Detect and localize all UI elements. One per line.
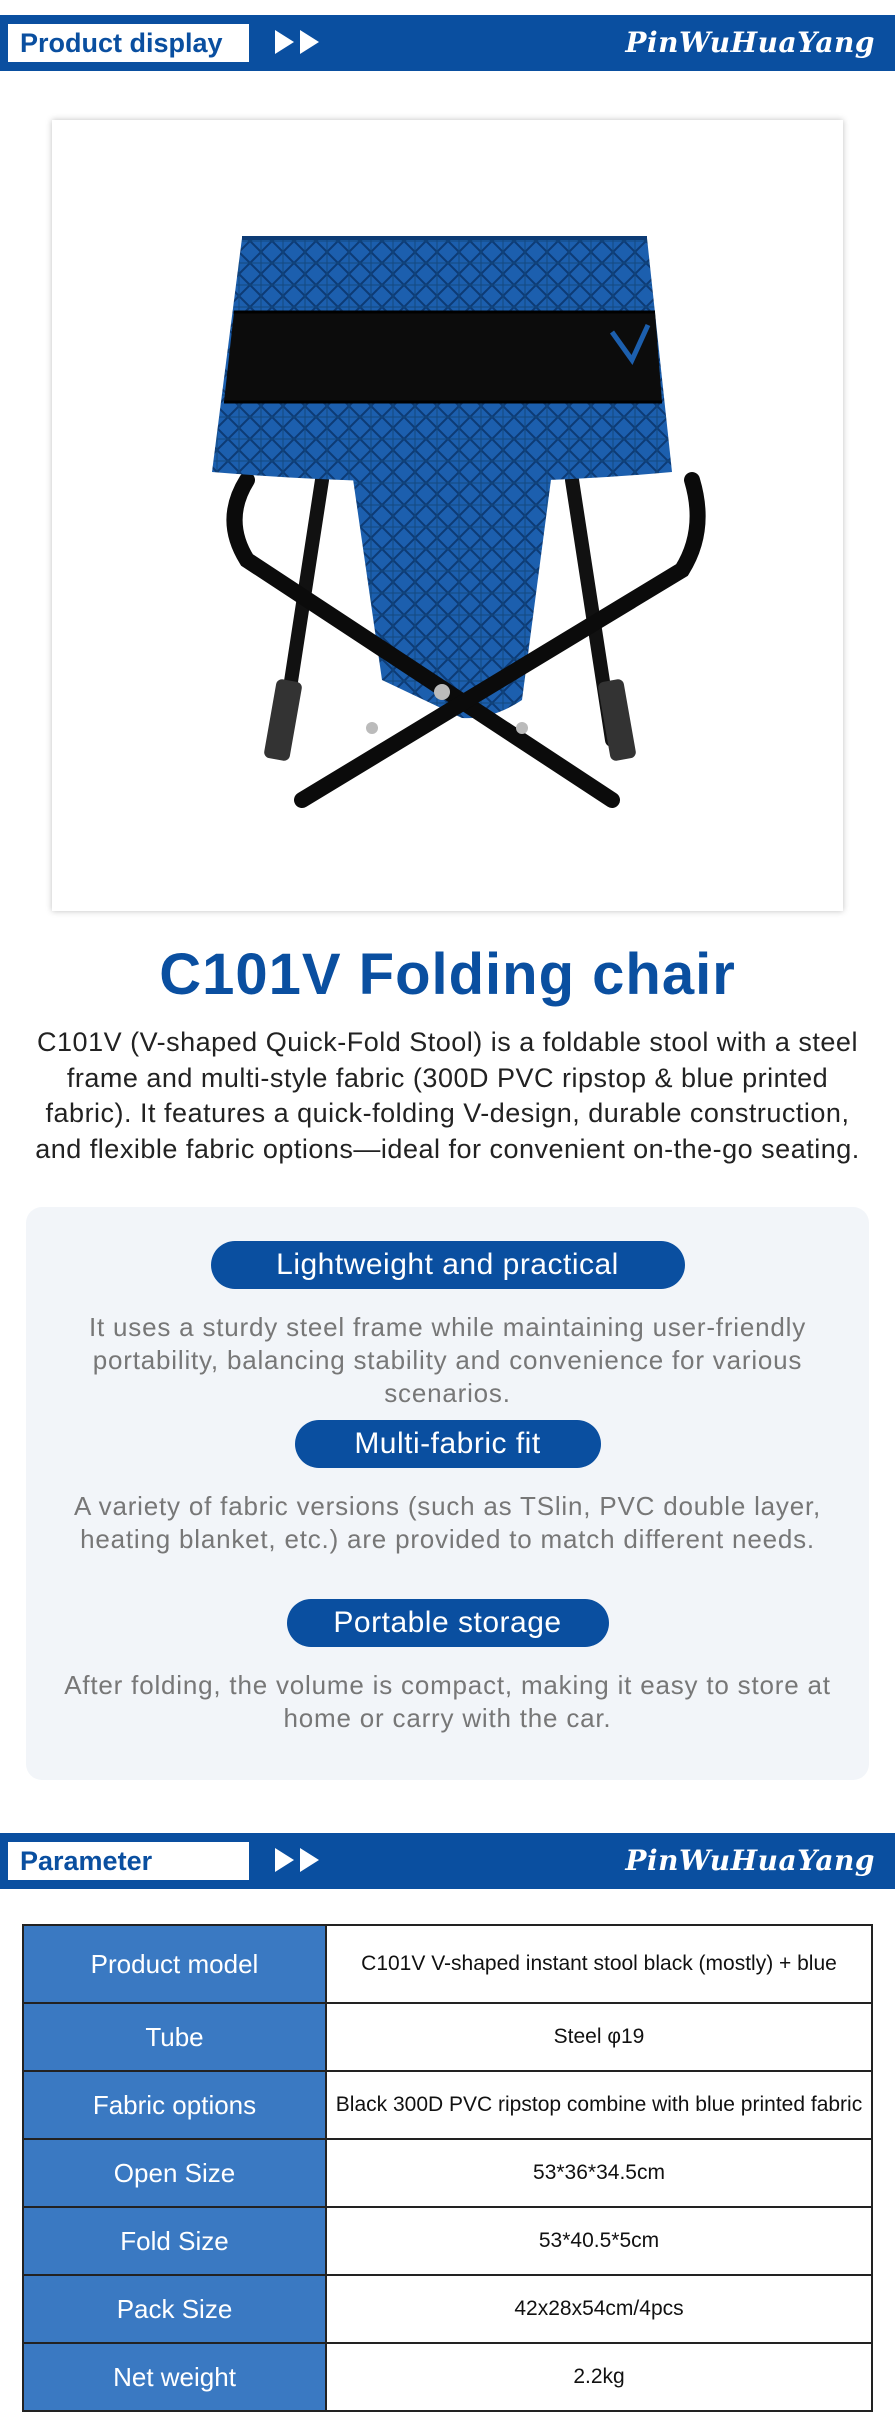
features-panel — [26, 1207, 869, 1780]
product-display-header — [0, 15, 895, 71]
param-value: 2.2kg — [326, 2343, 872, 2411]
feature-title-lightweight: Lightweight and practical — [211, 1241, 685, 1289]
parameter-label: Parameter — [8, 1842, 249, 1880]
table-row — [23, 2071, 872, 2139]
feature-text-multi-fabric: A variety of fabric versions (such as TSlin, PVC double layer, heating blanket, etc.) are provided to match different needs. — [73, 1491, 822, 1554]
folding-stool-illustration — [52, 120, 843, 911]
param-key: Open Size — [23, 2139, 326, 2207]
table-row — [23, 2139, 872, 2207]
feature-text-lightweight: It uses a sturdy steel frame while maintaining user-friendly portability, balancing stability and convenience for various scenarios. — [88, 1312, 807, 1408]
param-value: Black 300D PVC ripstop combine with blue printed fabric — [326, 2071, 872, 2139]
table-row — [23, 2343, 872, 2411]
feature-text-portable: After folding, the volume is compact, making it easy to store at home or carry with the car. — [64, 1670, 831, 1733]
feature-title-portable: Portable storage — [287, 1599, 609, 1647]
param-key: Tube — [23, 2003, 326, 2071]
param-key: Fabric options — [23, 2071, 326, 2139]
param-value: 53*40.5*5cm — [326, 2207, 872, 2275]
product-image — [52, 120, 843, 911]
table-row — [23, 2003, 872, 2071]
param-value: 53*36*34.5cm — [326, 2139, 872, 2207]
product-title: C101V Folding chair — [159, 942, 736, 1007]
param-key: Product model — [23, 1925, 326, 2003]
table-row — [23, 2275, 872, 2343]
param-value: Steel φ19 — [326, 2003, 872, 2071]
brand-logo: PinWuHuaYang — [625, 1844, 875, 1877]
table-row — [23, 1925, 872, 2003]
param-value: C101V V-shaped instant stool black (mostly) + blue — [326, 1925, 872, 2003]
parameter-table — [22, 1924, 873, 2412]
product-display-label: Product display — [8, 24, 249, 62]
param-key: Net weight — [23, 2343, 326, 2411]
param-key: Fold Size — [23, 2207, 326, 2275]
double-arrow-icon — [275, 1848, 319, 1872]
param-value: 42x28x54cm/4pcs — [326, 2275, 872, 2343]
product-intro: C101V (V-shaped Quick-Fold Stool) is a foldable stool with a steel frame and multi-style fabric (300D PVC ripstop & blue printed fabric). It features a quick-folding V-design, durable construction, and flexible fabric options—ideal for convenient on-the-go seating. — [35, 1027, 860, 1164]
parameter-header — [0, 1833, 895, 1889]
double-arrow-icon — [275, 30, 319, 54]
table-row — [23, 2207, 872, 2275]
brand-logo: PinWuHuaYang — [625, 26, 875, 59]
param-key: Pack Size — [23, 2275, 326, 2343]
feature-title-multi-fabric: Multi-fabric fit — [295, 1420, 601, 1468]
